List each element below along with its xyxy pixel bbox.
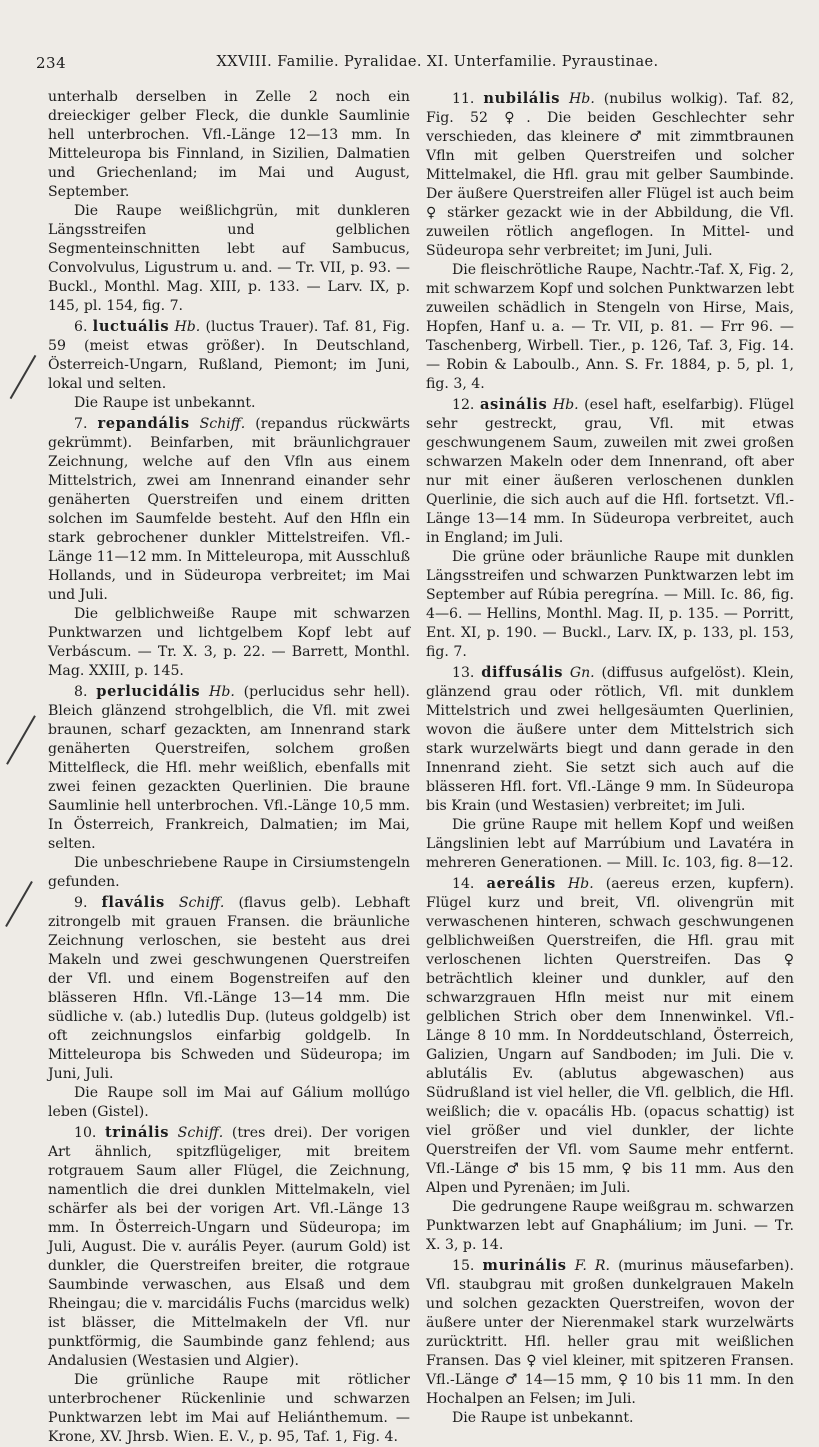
species-name: murinális [482, 1257, 567, 1274]
margin-check-mark [5, 881, 33, 927]
continued-paragraph: unterhalb derselben in Zelle 2 noch ein dreieckiger gelber Fleck, die dunkle Saumlinie hell unterbrochen. Vfl.-Länge 12—13 mm. In Mitteleuropa bis Finnland, in Sizilien, Dalmatien und Griechenland; im Mai und August, September. [48, 89, 410, 200]
species-entry [48, 1123, 410, 1371]
species-entry [48, 682, 410, 854]
species-entry [426, 1256, 794, 1409]
species-author: Hb. [567, 876, 594, 892]
species-author: F. R. [574, 1258, 611, 1274]
species-number: 10. [74, 1125, 97, 1141]
larva-paragraph: Die grüne oder bräunliche Raupe mit dunklen Längsstreifen und schwarzen Punktwarzen lebt im September auf Rúbia peregrína. — Mill. Ic. 86, fig. 4—6. — Hellins, Monthl. Mag. II, p. 135. — Porritt, Ent. XI, p. 190. — Buckl., Larv. IX, p. 133, pl. 153, fig. 7. [426, 549, 794, 660]
species-description: (luctus Trauer). Taf. 81, Fig. 59 (meist etwas größer). In Deutschland, Österreich-Ungarn, Rußland, Piemont; im Juni, lokal und selten. [48, 319, 411, 392]
species-description: (repandus rückwärts gekrümmt). Beinfarben, mit bräunlichgrauer Zeichnung, welche auf den Vfln aus einem Mittelstrich, zwei am Innenrand einander sehr genäherten Querstreifen und einem dritten solchen im Saumfelde besteht. Auf den Hfln ein stark gebrochener dunkler Mittelstreifen. Vfl.-Länge 11—12 mm. In Mitteleuropa, mit Ausschluß Hollands, und in Südeuropa verbreitet; im Mai und Juli. [48, 416, 410, 603]
larva-paragraph: Die unbeschriebene Raupe in Cirsiumstengeln gefunden. [48, 855, 410, 890]
species-entry [426, 89, 794, 261]
larva-paragraph: Die Raupe weißlichgrün, mit dunkleren Längsstreifen und gelblichen Segmenteinschnitten lebt auf Sambucus, Convolvulus, Ligustrum u. and. — Tr. VII, p. 93. — Buckl., Monthl. Mag. XIII, p. 133. — Larv. IX, p. 145, pl. 154, fig. 7. [48, 203, 410, 314]
species-number: 6. [74, 319, 88, 335]
species-author: Schiff. [199, 416, 246, 432]
species-author: Hb. [569, 91, 595, 107]
species-description: (flavus gelb). Lebhaft zitrongelb mit grauen Fransen. die bräunliche Zeichnung verloschen, sie besteht aus drei Makeln und zwei geschwungenen Querstreifen der Vfl. und einem Bogenstreifen auf den blässeren Hfln. Vfl.-Länge 13—14 mm. Die südliche v. (ab.) lutedlis Dup. (luteus goldgelb) ist oft zeichnungslos einfarbig goldgelb. In Mitteleuropa bis Schweden und Südeuropa; im Juni, Juli. [48, 895, 410, 1082]
species-name: flavális [101, 894, 165, 911]
species-author: Gn. [569, 665, 595, 681]
larva-paragraph: Die grüne Raupe mit hellem Kopf und weißen Längslinien lebt auf Marrúbium und Lavatéra in mehreren Generationen. — Mill. Ic. 103, fig. 8—12. [426, 817, 794, 871]
species-entry [48, 414, 410, 605]
species-number: 13. [452, 665, 475, 681]
larva-paragraph: Die Raupe ist unbekannt. [74, 395, 256, 411]
species-description: (perlucidus sehr hell). Bleich glänzend strohgelblich, die Vfl. mit zwei braunen, scharf gezackten, am Innenrand stark genäherten Querstreifen, solchem großen Mittelfleck, die Hfl. mehr weißlich, ebenfalls mit zwei feinen gezackten Querlinien. Die braune Saumlinie hell unterbrochen. Vfl.-Länge 10,5 mm. In Österreich, Frankreich, Dalmatien; im Mai, selten. [48, 684, 411, 852]
margin-check-mark [10, 355, 37, 399]
larva-paragraph: Die gedrungene Raupe weißgrau m. schwarzen Punktwarzen lebt auf Gnaphálium; im Juni. — Tr. X. 3, p. 14. [426, 1199, 794, 1253]
species-entry [426, 663, 794, 816]
species-number: 8. [74, 684, 88, 700]
left-text-column [48, 88, 410, 1447]
right-text-column [426, 88, 794, 1428]
species-author: Hb. [174, 319, 201, 335]
species-author: Hb. [209, 684, 235, 700]
running-title: XXVIII. Familie. Pyralidae. XI. Unterfamilie. Pyraustinae. [216, 54, 659, 70]
species-entry [48, 317, 410, 394]
species-description: (nubilus wolkig). Taf. 82, Fig. 52 ♀. Die beiden Geschlechter sehr verschieden, das kleinere ♂ mit zimmtbraunen Vfln mit gelben Querstreifen und solcher Mittelmakel, die Hfl. grau mit gelber Saumbinde. Der äußere Querstreifen aller Flügel ist auch beim ♀ stärker gezackt wie in der Abbildung, die Vfl. zuweilen rötlich angeflogen. In Mittel- und Südeuropa sehr verbreitet; im Juni, Juli. [426, 91, 795, 259]
species-name: aereális [486, 875, 556, 892]
larva-paragraph: Die fleischrötliche Raupe, Nachtr.-Taf. X, Fig. 2, mit schwarzem Kopf und solchen Punktwarzen lebt zuweilen schädlich in Stengeln von Hirse, Mais, Hopfen, Hanf u. a. — Tr. VII, p. 81. — Frr 96. — Taschenberg, Wirbell. Tier., p. 126, Taf. 3, Fig. 14. — Robin & Laboulb., Ann. S. Fr. 1884, p. 5, pl. 1, fig. 3, 4. [426, 262, 794, 392]
species-description: (aereus erzen, kupfern). Flügel kurz und breit, Vfl. olivengrün mit verwaschenen hinteren, schwach geschwungenen gelblichweißen Querstreifen, die Hfl. grau mit verloschenen lichten Querstreifen. Das ♀ beträchtlich kleiner und dunkler, auf den schwarzgrauen Hfln meist nur mit einem gelblichen Strich ober dem Innenwinkel. Vfl.-Länge 8 10 mm. In Norddeutschland, Österreich, Galizien, Ungarn auf Sandboden; im Juli. Die v. ablutális Ev. (ablutus abgewaschen) aus Südrußland ist viel heller, die Vfl. gelblich, die Hfl. weißlich; die v. opacális Hb. (opacus schattig) ist viel größer und viel dunkler, der lichte Querstreifen der Vfl. vom Saume mehr entfernt. Vfl.-Länge ♂ bis 15 mm, ♀ bis 11 mm. Aus den Alpen und Pyrenäen; im Juli. [426, 876, 794, 1196]
species-name: diffusális [481, 664, 564, 681]
species-author: Hb. [552, 397, 579, 413]
species-entry [426, 395, 794, 548]
species-description: (tres drei). Der vorigen Art ähnlich, spitzflügeliger, mit breitem rotgrauem Saum aller Flügel, die Zeichnung, namentlich die drei dunklen Mittelmakeln, viel schärfer als bei der vorigen Art. Vfl.-Länge 13 mm. In Österreich-Ungarn und Südeuropa; im Juli, August. Die v. aurális Peyer. (aurum Gold) ist dunkler, die Querstreifen breiter, die rotgraue Saumbinde verwaschen, aus Elsaß und dem Rheingau; die v. marcidális Fuchs (marcidus welk) ist blässer, die Mittelmakeln der Vfl. nur punktförmig, die Saumbinde ganz fehlend; aus Andalusien (Westasien und Algier). [48, 1125, 411, 1369]
larva-paragraph: Die Raupe soll im Mai auf Gálium mollúgo leben (Gistel). [48, 1085, 410, 1120]
species-description: (murinus mäusefarben). Vfl. staubgrau mit großen dunkelgrauen Makeln und solchen gezackten Querstreifen, wovon der äußere unter der Nierenmakel stark wurzelwärts zurücktritt. Hfl. heller grau mit weißlichen Fransen. Das ♀ viel kleiner, mit spitzeren Fransen. Vfl.-Länge ♂ 14—15 mm, ♀ 10 bis 11 mm. In den Hochalpen an Felsen; im Juli. [426, 1258, 795, 1407]
larva-paragraph: Die gelblichweiße Raupe mit schwarzen Punktwarzen und lichtgelbem Kopf lebt auf Verbáscum. — Tr. X. 3, p. 22. — Barrett, Monthl. Mag. XXIII, p. 145. [48, 606, 410, 679]
species-author: Schiff. [178, 895, 225, 911]
species-name: trinális [104, 1124, 170, 1141]
species-description: (diffusus aufgelöst). Klein, glänzend grau oder rötlich, Vfl. mit dunklem Mittelstrich und zwei hellgesäumten Querlinien, wovon die äußere unter dem Mittelstrich sich stark wurzelwärts biegt und dann gerade in den Innenrand zieht. Sie setzt sich auch auf die blässeren Hfl. fort. Vfl.-Länge 9 mm. In Südeuropa bis Krain (und Westasien) verbreitet; im Juli. [426, 665, 794, 814]
species-entry [48, 893, 410, 1084]
margin-check-mark [6, 715, 36, 764]
species-number: 11. [452, 91, 475, 107]
species-name: perlucidális [96, 683, 201, 700]
species-name: nubilális [483, 90, 561, 107]
species-number: 12. [452, 397, 475, 413]
species-entry [426, 874, 794, 1198]
species-description: (esel haft, eselfarbig). Flügel sehr gestreckt, grau, Vfl. mit etwas geschwungenem Saum, zuweilen mit zwei großen schwarzen Makeln oder dem Innenrand, oft aber nur mit einer äußeren verloschenen dunklen Querlinie, die sich auch auf die Hfl. fortsetzt. Vfl.-Länge 13—14 mm. In Südeuropa verbreitet, auch in England; im Juli. [426, 397, 794, 546]
species-number: 15. [452, 1258, 475, 1274]
larva-paragraph: Die Raupe ist unbekannt. [452, 1410, 634, 1426]
species-number: 7. [74, 416, 88, 432]
species-name: asinális [479, 396, 548, 413]
species-number: 9. [74, 895, 88, 911]
page-number: 234 [36, 54, 67, 72]
species-name: luctuális [92, 318, 170, 335]
species-author: Schiff. [177, 1125, 224, 1141]
species-name: repandális [97, 415, 190, 432]
larva-paragraph: Die grünliche Raupe mit rötlicher unterbrochener Rückenlinie und schwarzen Punktwarzen lebt im Mai auf Heliánthemum. — Krone, XV. Jhrsb. Wien. E. V., p. 95, Taf. 1, Fig. 4. [48, 1372, 410, 1445]
species-number: 14. [452, 876, 475, 892]
page-header [36, 54, 779, 82]
